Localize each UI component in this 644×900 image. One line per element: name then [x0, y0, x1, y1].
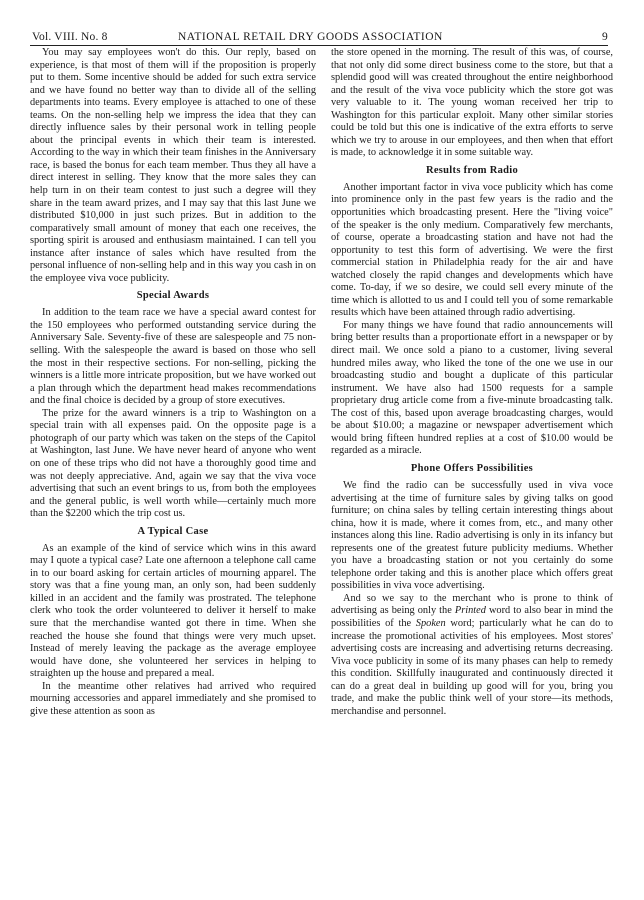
text-run: word; particularly what he can do to increase the promotional activities of his employees. Most stores' advertising costs are increasing and advertising returns decreasing. Viva voce publicity in some of its many phases can help to remedy this condition. Skillfully inaugurated and continuously directed it can do a great deal in building up good will for you, bring you trade, and make the public think well of your store—its methods, merchandise and personnel.	[331, 617, 614, 717]
publication-title: NATIONAL RETAIL DRY GOODS ASSOCIATION	[178, 31, 443, 43]
running-header	[30, 31, 610, 45]
paragraph: the store opened in the morning. The result of this was, of course, that not only did some direct business come to the store, but that a splendid good will was created throughout the entire neighborhood and the result of the viva voce publicity which the store got was very valuable to it. The young woman received her trip to Washington for this particular exploit. Many other similar stories could be told but this one is indicative of the extra efforts to serve which we try to arouse in our employees, and then when that effort is made, to acknowledge it in some suitable way.	[331, 47, 613, 159]
right-column	[331, 47, 613, 718]
section-heading-results-from-radio: Results from Radio	[425, 164, 519, 176]
emphasis-spoken: Spoken	[415, 617, 446, 629]
paragraph: As an example of the kind of service which wins in this award may I quote a typical case? Late one afternoon a telephone call came in to our board asking for certain articles of mourning apparel. The story was that a fine young man, an only son, had been suddenly killed in an accident and the family was prostrated. The telephone clerk who took the order volunteered to deliver it herself to make sure that the merchandise wanted got there in time. When she reached the house she found that things were very much upset. Instead of merely leaving the package as the average employee would have done, she volunteered her services in helping to straighten up the house and prepared a meal.	[30, 542, 316, 680]
header-rule	[30, 45, 608, 46]
paragraph: The prize for the award winners is a trip to Washington on a special train with all expenses paid. On the opposite page is a photograph of our party which was taken on the steps of the Capitol at Washington, last June. We have never heard of anyone who went on one of these trips who did not have a thoroughly good time and was not deeply appreciative. And, again we say that the viva voce advertising that such an event brings to us, from both the employees and the general public, is well worth while—certainly much more than the $2200 which the trip cost us.	[30, 407, 316, 520]
section-heading-typical-case: A Typical Case	[137, 525, 209, 537]
paragraph: You may say employees won't do this. Our reply, based on experience, is that most of them will if the proposition is properly put to them. Some incentive should be added for such extra service and we have found no better way than to divide all of the selling departments into teams. Every employee is attached to one of these teams. On the non-selling help we impress the idea that they can directly influence sales by their personal work in telling people about the principal events in which their team is interested. According to the way in which their team finishes in the Anniversary race, is based the bonus for each team member. Thus they all have a direct interest in selling. They know that the more sales they can help turn in on their team contest to just such a degree will they share in the team award prizes, and I may say that this last June we distributed $10,000 in just such prizes. But in addition to the comparatively small amount of money that each one receives, the sporting spirit is aroused and enthusiasm maintained. I can tell you instance after instance of sales which have resulted from the personal influence of non-selling help and in this way you cash in on the employee viva voce publicity.	[30, 47, 316, 284]
paragraph: For many things we have found that radio announcements will bring better results than a proportionate effort in a newspaper or by direct mail. We once sold a piano to a customer, living several hundred miles away, who liked the tone of the one we use in our broadcasting studio and bought a duplicate of this particular instrument. We have also had 1500 requests for a sample proprietary drug article come from a five-minute broadcasting talk. The cost of this, based upon average broadcasting charges, would be about $10.00; a magazine or newspaper advertisement which would bring fifteen hundred replies at a cost of $10.00 would be regarded as a miracle.	[331, 319, 613, 457]
left-column	[30, 47, 316, 718]
section-heading-special-awards: Special Awards	[136, 290, 210, 302]
paragraph: In the meantime other relatives had arrived who required mourning accessories and apparel immediately and she promised to give these attention as soon as	[30, 680, 316, 717]
paragraph: In addition to the team race we have a special award contest for the 150 employees who performed outstanding service during the Anniversary Sale. Seventy-five of these are salespeople and 75 non-selling. With the salespeople the award is based on those who sell the most in their respective sections. For non-selling, picking the winners is a little more intricate proposition, but we have worked out a plan through which the department head makes recommendations and the final choice is decided by a group of store executives.	[30, 307, 316, 407]
text-run: And so we say to the merchant who is prone to think of advertising as being only the	[331, 592, 613, 617]
emphasis-printed: Printed	[454, 605, 486, 617]
page-number: 9	[602, 31, 608, 43]
paragraph: Another important factor in viva voce publicity which has come into prominence only in the past few years is the radio and the opportunities which broadcasting present. Here the "living voice" of the speaker is the only medium. Comparatively few merchants, of course, operate a broadcasting station and have not had the opportunity to test this form of advertising. We were the first commercial station in Philadelphia ready for the air and have watched closely the rapid changes and developments which have come. To-day, if we so desire, we could sell every minute of the time which is allotted to us and I could tell you of some remarkable results which have been attained through radio advertising.	[331, 181, 613, 319]
section-heading-phone-offers: Phone Offers Possibilities	[410, 462, 534, 474]
volume-number: Vol. VIII. No. 8	[32, 31, 108, 43]
paragraph: We find the radio can be successfully used in viva voce advertising at the time of furniture sales by giving talks on good furniture; on china sales by telling certain interesting things about china, how it is made, where it comes from, etc., and many other instances along this line. Radio advertising is only in its infancy but represents one of the greatest future publicity mediums. Whether you have a broadcasting station or not you certainly do some telephone order taking and this is another place which offers great possibilities in viva voce advertising.	[331, 479, 613, 592]
paragraph-closing	[331, 593, 613, 718]
text-run: word to also bear in mind the possibilities of the	[331, 605, 614, 629]
